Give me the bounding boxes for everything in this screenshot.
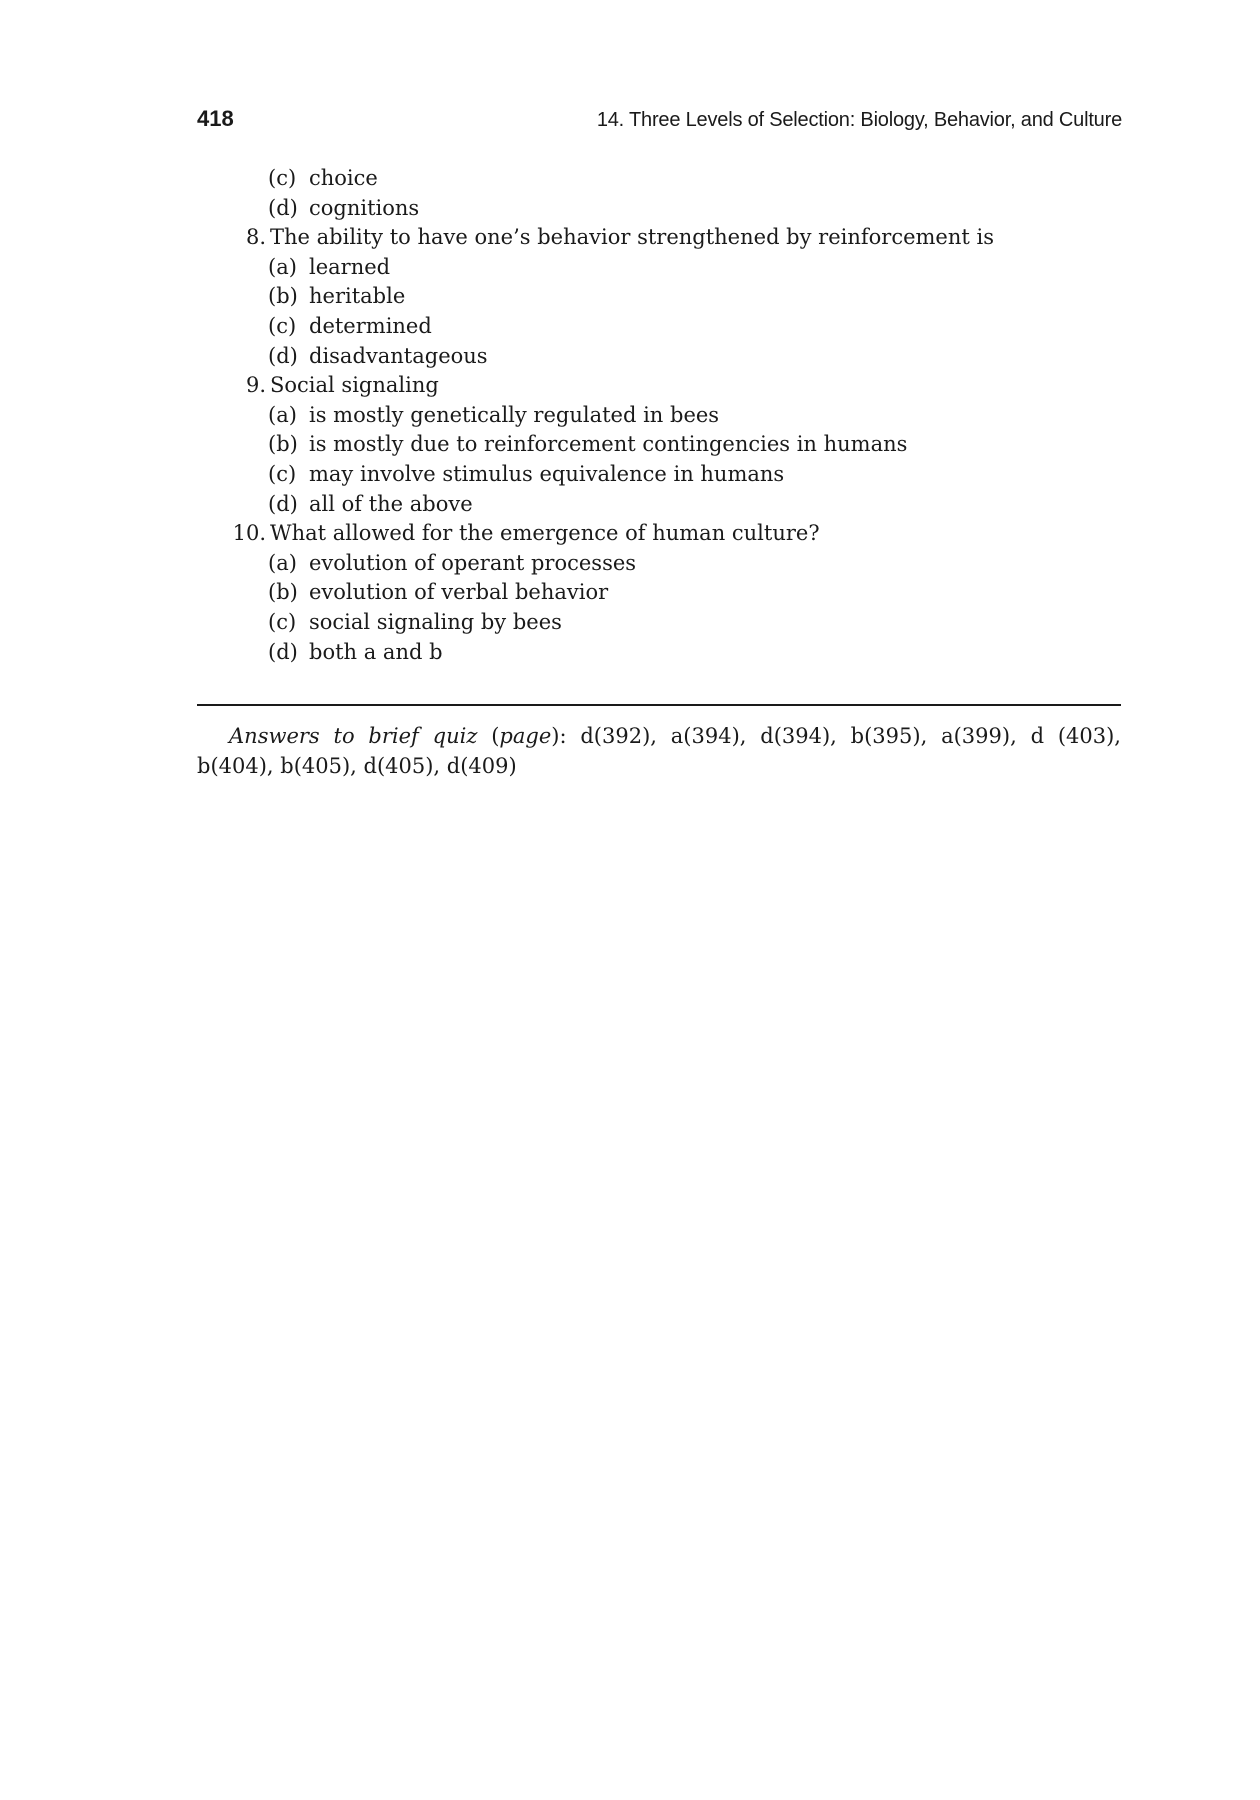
option-text: learned: [309, 254, 391, 279]
option-text: heritable: [309, 284, 406, 309]
option-letter: (c): [268, 609, 297, 634]
question-10: [0, 519, 1260, 549]
option-letter: (b): [268, 580, 298, 605]
option-line: [0, 164, 1260, 194]
option-letter: (b): [268, 432, 298, 457]
question-9: [0, 371, 1260, 401]
option-line: [0, 638, 1260, 668]
option-text: all of the above: [309, 491, 473, 516]
option-letter: (b): [268, 284, 298, 309]
page-number: 418: [197, 106, 234, 131]
option-line: [0, 312, 1260, 342]
option-line: [0, 549, 1260, 579]
option-text: is mostly genetically regulated in bees: [309, 402, 720, 427]
option-letter: (a): [268, 254, 297, 279]
answers-label: Answers to brief quiz: [229, 724, 478, 748]
question-8: [0, 223, 1260, 253]
option-letter: (d): [268, 491, 298, 516]
option-letter: (a): [268, 550, 297, 575]
answers-paragraph: [197, 721, 1121, 781]
option-line: [0, 342, 1260, 372]
option-line: [0, 578, 1260, 608]
option-text: evolution of operant processes: [309, 550, 637, 575]
option-letter: (d): [268, 639, 298, 664]
option-line: [0, 608, 1260, 638]
option-text: is mostly due to reinforcement contingencies in humans: [309, 432, 908, 457]
option-line: [0, 253, 1260, 283]
question-number: 10.: [232, 521, 266, 546]
option-line: [0, 401, 1260, 431]
option-letter: (c): [268, 461, 297, 486]
answers-paren-open: (: [477, 724, 500, 748]
option-text: determined: [309, 313, 432, 338]
option-text: evolution of verbal behavior: [309, 580, 609, 605]
option-text: social signaling by bees: [309, 609, 562, 634]
running-head: 14. Three Levels of Selection: Biology, Behavior, and Culture: [596, 109, 1122, 131]
option-text: disadvantageous: [309, 343, 488, 368]
option-letter: (d): [268, 195, 298, 220]
answers-paren-close: ):: [551, 724, 581, 748]
answers-page-label: page: [499, 724, 552, 748]
option-line: [0, 460, 1260, 490]
question-number: 8.: [245, 225, 266, 250]
question-text: What allowed for the emergence of human culture?: [270, 521, 820, 546]
option-letter: (c): [268, 166, 297, 190]
option-text: cognitions: [309, 195, 420, 220]
section-divider: [197, 704, 1121, 706]
option-letter: (d): [268, 343, 298, 368]
question-number: 9.: [245, 373, 266, 398]
question-text: The ability to have one’s behavior strengthened by reinforcement is: [270, 225, 994, 250]
option-letter: (c): [268, 313, 297, 338]
option-line: [0, 282, 1260, 312]
option-line: [0, 490, 1260, 520]
option-text: both a and b: [309, 639, 443, 664]
option-text: may involve stimulus equivalence in humans: [309, 461, 785, 486]
question-text: Social signaling: [270, 373, 439, 398]
answers-list: d(392), a(394), d(394), b(395), a(399), d (403), b(404), b(405), d(405), d(409): [197, 724, 1121, 778]
quiz-questions: [0, 164, 1260, 667]
option-line: [0, 194, 1260, 224]
option-line: [0, 430, 1260, 460]
option-text: choice: [309, 166, 378, 190]
option-letter: (a): [268, 402, 297, 427]
